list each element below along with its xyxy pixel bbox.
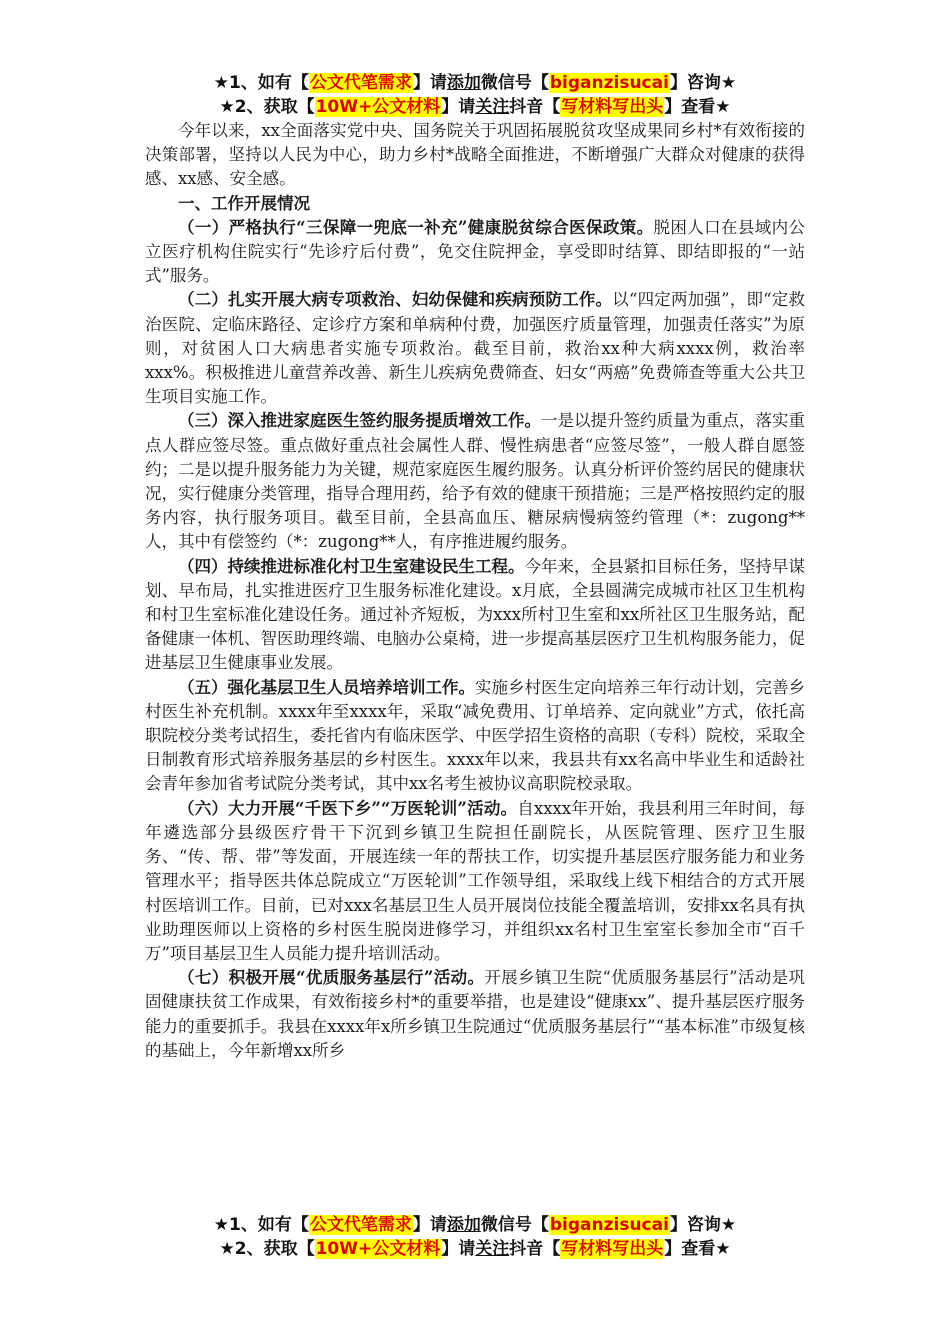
section-heading: 一、工作开展情况: [178, 193, 310, 213]
banner-text: 】请: [412, 1215, 447, 1235]
document-body: [145, 119, 805, 1063]
item-heading: （七）积极开展“优质服务基层行”活动。: [178, 968, 485, 988]
banner-highlight: biganzisucai: [549, 1215, 669, 1235]
item-paragraph-7: [145, 966, 805, 1063]
item-text: 开展乡镇卫生院“优质服务基层行”活动是巩固健康扶贫工作成果，有效衔接乡村*的重要举措，也是建设“健康xx”、提升基层医疗服务能力的重要抓手。我县在xxxx年x所乡镇卫生院通过“优质服务基层行”“基本标准”市级复核的基础上，今年新增xx所乡: [145, 968, 806, 1060]
banner-text: 】请: [412, 73, 447, 93]
item-text: 实施乡村医生定向培养三年行动计划，完善乡村医生补充机制。xxxx年至xxxx年，采取“减免费用、订单培养、定向就业”方式，依托高职院校分类考试招生，委托省内有临床医学、中医学招生资格的高职（专科）院校，采取全日制教育形式培养服务基层的乡村医生。xxxx年以来，我县共有xx名高中毕业生和适龄社会青年参加省考试院分类考试，其中xx名考生被协议高职院校录取。: [145, 677, 805, 794]
banner-text: 】咨询★: [669, 1215, 737, 1235]
item-paragraph-4: [145, 555, 805, 676]
banner-highlight: 公文代笔需求: [309, 73, 412, 93]
item-text: 一是以提升签约质量为重点，落实重点人群应签尽签。重点做好重点社会属性人群、慢性病患者“应签尽签”，一般人群自愿签约；二是以提升服务能力为关键，规范家庭医生履约服务。认真分析评价签约居民的健康状况，实行健康分类管理，指导合理用药，给予有效的健康干预措施；三是严格按照约定的服务内容，执行服务项目。截至目前，全县高血压、糖尿病慢病签约管理（*：zugong**人，其中有偿签约（*：zugong**人，有序推进履约服务。: [145, 411, 805, 552]
item-text: 自xxxx年开始，我县利用三年时间，每年遴选部分县级医疗骨干下沉到乡镇卫生院担任副院长，从医院管理、医疗卫生服务、“传、帮、带”等发面，开展连续一年的帮扶工作，切实提升基层医疗服务能力和业务管理水平；指导医共体总院成立“万医轮训”工作领导组，采取线上线下相结合的方式开展村医培训工作。目前，已对xxx名基层卫生人员开展岗位技能全覆盖培训，安排xx名具有执业助理医师以上资格的乡村医生脱岗进修学习，并组织xx名村卫生室室长参加全市“百千万”项目基层卫生人员能力提升培训活动。: [145, 798, 805, 963]
item-paragraph-6: [145, 797, 805, 966]
banner-text: 抖音【: [509, 1239, 561, 1259]
banner-highlight: 写材料写出头: [561, 97, 664, 117]
item-paragraph-2: [145, 288, 805, 409]
item-heading: （五）强化基层卫生人员培养培训工作。: [178, 677, 475, 697]
item-heading: （三）深入推进家庭医生签约服务提质增效工作。: [178, 411, 541, 431]
item-text: 今年来，全县紧扣目标任务，坚持早谋划、早布局，扎实推进医疗卫生服务标准化建设。x月底，全县圆满完成城市社区卫生机构和村卫生室标准化建设任务。通过补齐短板，为xxx所村卫生室和xx所社区卫生服务站，配备健康一体机、智医助理终端、电脑办公桌椅，进一步提高基层医疗卫生机构服务能力，促进基层卫生健康事业发展。: [145, 556, 805, 673]
banner-highlight: 10W+公文材料: [315, 1239, 441, 1259]
banner-text: 】咨询★: [669, 73, 737, 93]
item-paragraph-1: [145, 216, 805, 289]
item-heading: （四）持续推进标准化村卫生室建设民生工程。: [178, 556, 525, 576]
banner-highlight: 写材料写出头: [561, 1239, 664, 1259]
promo-banner-bottom-line2: [0, 1237, 950, 1261]
banner-text: 】请: [441, 1239, 476, 1259]
banner-text: 抖音【: [509, 97, 561, 117]
banner-underline-text: 添加: [446, 73, 481, 93]
promo-banner-bottom-line1: [0, 1213, 950, 1237]
item-heading: （六）大力开展“千医下乡”“万医轮训”活动。: [178, 798, 518, 818]
item-paragraph-5: [145, 676, 805, 797]
item-text: 以“四定两加强”，即“定救治医院、定临床路径、定诊疗方案和单病种付费，加强医疗质量管理，加强责任落实”为原则，对贫困人口大病患者实施专项救治。截至目前，救治xx种大病xxxx例，救治率xxx%。积极推进儿童营养改善、新生儿疾病免费筛查、妇女“两癌”免费筛查等重大公共卫生项目实施工作。: [145, 290, 805, 407]
item-heading: （二）扎实开展大病专项救治、妇幼保健和疾病预防工作。: [178, 290, 613, 310]
banner-text: 】请: [441, 97, 476, 117]
banner-text: 微信号【: [480, 73, 549, 93]
banner-underline-text: 关注: [475, 97, 510, 117]
item-heading: （一）严格执行“三保障一兜底一补充”健康脱贫综合医保政策。: [178, 217, 654, 237]
banner-text: ★1、如有【: [213, 1215, 309, 1235]
banner-underline-text: 关注: [475, 1239, 510, 1259]
banner-text: ★1、如有【: [213, 73, 309, 93]
item-text: 脱困人口在县域内公立医疗机构住院实行“先诊疗后付费”，免交住院押金，享受即时结算、即结即报的“一站式”服务。: [145, 217, 805, 286]
banner-highlight: biganzisucai: [549, 73, 669, 93]
banner-text: 】查看★: [664, 97, 731, 117]
intro-paragraph: 今年以来，xx全面落实党中央、国务院关于巩固拓展脱贫攻坚成果同乡村*有效衔接的决策部署，坚持以人民为中心，助力乡村*战略全面推进，不断增强广大群众对健康的获得感、xx感、安全感。: [145, 121, 805, 189]
banner-highlight: 10W+公文材料: [315, 97, 441, 117]
banner-text: 】查看★: [664, 1239, 731, 1259]
item-paragraph-3: [145, 409, 805, 554]
banner-underline-text: 添加: [446, 1215, 481, 1235]
banner-highlight: 公文代笔需求: [309, 1215, 412, 1235]
promo-banner-top-line2: [0, 95, 950, 119]
banner-text: ★2、获取【: [219, 1239, 315, 1259]
banner-text: ★2、获取【: [219, 97, 315, 117]
banner-text: 微信号【: [480, 1215, 549, 1235]
promo-banner-top-line1: [0, 71, 950, 95]
